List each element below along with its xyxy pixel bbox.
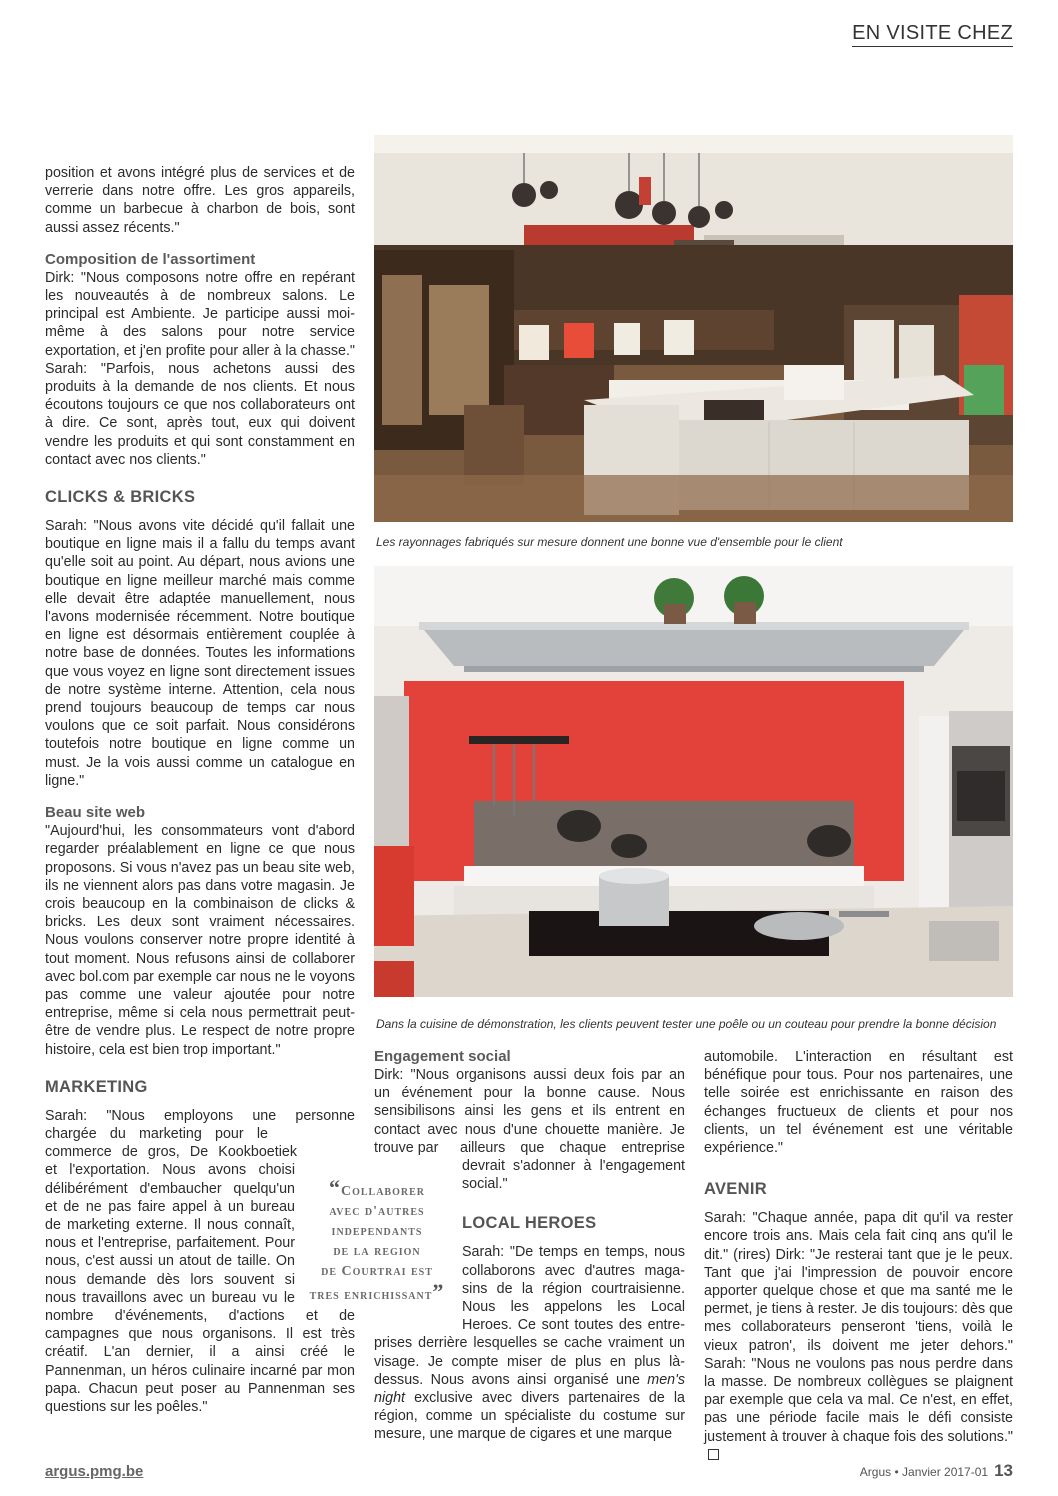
- quote-open-mark: “: [328, 1175, 341, 1200]
- marketing-line: et de ne pas faire appel à un bureau: [45, 1198, 295, 1215]
- marketing-line: Sarah: "Nous employons une personne: [45, 1107, 355, 1124]
- demo-kitchen-illustration: [374, 566, 1013, 997]
- paragraph-local-heroes: [374, 1334, 685, 1443]
- avenir-text: Sarah: "Chaque année, papa dit qu'il va rester encore trois ans. Mais cela fait cinq ans qu'il le dit." (rires) Dirk: "Je resterai tant que je le peux. Tant que j'ai l'impression de pouvoir encore apporter quelque chose et que ma santé me le permet, je tiens à rester. Je dis toujours: dès que mes collaborateurs penseront 'tiens, voilà le vieux patron', ils doivent me jeter dehors." Sarah: "Nous ne voulons pas nous perdre dans la masse. De nombreux collègues se plaignent par exemple que cela va mal. Ce n'est, en effet, pas une période facile mais le défi consiste justement à trouver à chaque fois des solutions.": [704, 1210, 1013, 1445]
- paragraph-clicks-bricks: Sarah: "Nous avons vite décidé qu'il fallait une boutique en ligne mais il a fallu du temps avant qu'elle soit au point. Au départ, nous avions une boutique en ligne meilleur marché mais comme elle devait être adaptée manuellement, nous l'avons modernisée récemment. Notre boutique en ligne est désormais entièrement couplée à notre base de données. Toutes les informations que vous voyez en ligne sont directement issues de notre système interne. Attention, cela nous prend toujours beaucoup de temps car nous voulons que ce soit parfait. Nous considérons toutefois notre boutique en ligne comme un must. Je la vois aussi comme un catalogue en ligne.": [45, 518, 355, 789]
- marketing-line: nous demande dès lors souvent si: [45, 1271, 295, 1288]
- local-line: collaborons avec d'autres maga-: [462, 1262, 685, 1279]
- heading-avenir: AVENIR: [704, 1180, 767, 1199]
- paragraph-avenir: [704, 1209, 1013, 1464]
- quote-text: independants: [331, 1224, 423, 1239]
- paragraph-composition: Dirk: "Nous composons notre offre en repérant les nouveautés à de nombreux salons. Le principal est Ambiente. Je participe aussi moi-même à des salons pour notre service exportation, et j'en profite pour aller à la chasse." Sarah: "Parfois, nous achetons aussi des produits à la demande de nos clients. Et nous écoutons toujours ce que nos collaborateurs ont à dire. Ce sont, après tout, eux qui doivent vendre les produits et qui sont constamment en contact avec nos clients.": [45, 269, 355, 468]
- intro-paragraph: position et avons intégré plus de services et de verrerie dans notre offre. Les gros appareils, comme un barbecue à charbon de bois, sont aussi assez récents.": [45, 165, 355, 236]
- paragraph-automobile: automobile. L'interaction en résultant est bénéfique pour tous. Pour nos partenaires, une telle soirée est enrichissante en raison des échanges fructueux de clients et pour nos clients, un tel événement est une véritable expérience.": [704, 1049, 1013, 1157]
- end-mark-icon: [708, 1449, 719, 1460]
- photo2-caption: Dans la cuisine de démonstration, les clients peuvent tester une poêle ou un couteau pour prendre la bonne décision: [376, 1017, 997, 1031]
- marketing-line: nous travaillons avec un bureau vu le: [45, 1289, 295, 1306]
- engagement-fragment: ailleurs que chaque entreprise: [460, 1139, 685, 1156]
- quote-text: de la region: [333, 1244, 421, 1259]
- paragraph-beau-site: "Aujourd'hui, les consommateurs vont d'abord regarder préalablement en ligne ce que nous proposons. Si vous n'avez pas un beau site web, ils ne viennent alors pas dans votre magasin. Je crois beaucoup en la combinaison de clicks & bricks. Les deux sont vraiment nécessaires. Nous voulons conserver notre propre identité à tout moment. Nous refusons ainsi de collaborer avec bol.com par exemple car nous ne le voyons pas comme une valeur ajoutée pour notre entreprise, même si cela nous permettrait peut-être de vendre plus. Le respect de notre propre histoire, cela est bien trop important.": [45, 823, 355, 1058]
- engagement-line: Dirk: "Nous organisons aussi deux fois par an: [374, 1067, 685, 1083]
- page-number: 13: [994, 1461, 1013, 1480]
- quote-text: de Courtrai est: [321, 1264, 433, 1279]
- heading-marketing: MARKETING: [45, 1077, 148, 1096]
- engagement-fragment: trouve par: [374, 1139, 439, 1156]
- engagement-line: un événement pour la bonne cause. Nous: [374, 1085, 685, 1102]
- heading-clicks-bricks: CLICKS & BRICKS: [45, 488, 196, 507]
- engagement-narrow: [462, 1157, 685, 1334]
- local-text: prises derrière lesquelles se cache vraiment un visage. Je compte miser de plus en plus là-dessus. Nous avons ainsi organisé une: [374, 1335, 685, 1388]
- marketing-line: délibérément d'embaucher quelqu'un: [45, 1180, 295, 1197]
- local-line: sins de la région courtraisienne.: [462, 1280, 685, 1297]
- engagement-line: contact avec nous d'une chouette manière. Je: [374, 1121, 685, 1138]
- marketing-line: chargée du marketing pour le: [45, 1125, 268, 1142]
- demo-kitchen-photo: [374, 566, 1013, 997]
- engagement-line: devrait s'adonner à l'engagement: [462, 1158, 685, 1175]
- local-emphasis: men's night: [374, 1371, 685, 1407]
- local-line: Heroes. Ce sont toutes des entre-: [462, 1317, 685, 1334]
- marketing-line: nous et l'entreprise, parfaitement. Pour: [45, 1235, 295, 1252]
- heading-composition: Composition de l'assortiment: [45, 250, 256, 268]
- local-text: exclusive avec divers partenaires de la région, comme un spécialiste du costume sur mesure, une marque de cigares et une marque: [374, 1390, 685, 1443]
- section-header: EN VISITE CHEZ: [852, 22, 1013, 47]
- heading-beau-site: Beau site web: [45, 804, 146, 822]
- column-middle: [374, 1048, 685, 1444]
- quote-text: tres enrichissant: [309, 1288, 433, 1303]
- footer-site-link[interactable]: argus.pmg.be: [45, 1463, 144, 1480]
- heading-engagement: Engagement social: [374, 1048, 511, 1065]
- heading-local-heroes: LOCAL HEROES: [462, 1214, 597, 1233]
- local-line: Nous les appelons les Local: [462, 1299, 685, 1316]
- photo1-caption: Les rayonnages fabriqués sur mesure donnent une bonne vue d'ensemble pour le client: [376, 535, 843, 549]
- marketing-line: de marketing externe. Il nous connaît,: [45, 1216, 295, 1233]
- quote-close-mark: ”: [432, 1279, 445, 1304]
- marketing-line: nous, c'est aussi un atout de taille. On: [45, 1253, 295, 1270]
- column-right: [704, 1048, 1013, 1464]
- store-interior-photo: [374, 135, 1013, 522]
- footer-issue: [860, 1461, 1013, 1481]
- engagement-line: sensibilisons ainsi les gens et ils entrent en: [374, 1103, 685, 1120]
- quote-text: Collaborer: [340, 1184, 425, 1199]
- quote-text: avec d'autres: [329, 1204, 425, 1219]
- marketing-line: et l'exportation. Nous avons choisi: [45, 1162, 295, 1179]
- engagement-split-line: [374, 1139, 685, 1157]
- marketing-line: commerce de gros, De Kookboetiek: [45, 1144, 297, 1161]
- issue-label: Argus • Janvier 2017-01: [859, 1465, 989, 1479]
- store-interior-illustration: [374, 135, 1013, 522]
- paragraph-marketing-tail: nombre d'événements, d'actions et de campagnes que nous organisons. Il est très créatif. L'an dernier, il a ainsi créé le Pannenman, un héros culinaire incarné par mon papa. Chacun peut poser au Pannenman ses questions sur les poêles.": [45, 1307, 355, 1415]
- local-line: Sarah: "De temps en temps, nous: [462, 1244, 685, 1261]
- engagement-line: social.": [462, 1176, 508, 1193]
